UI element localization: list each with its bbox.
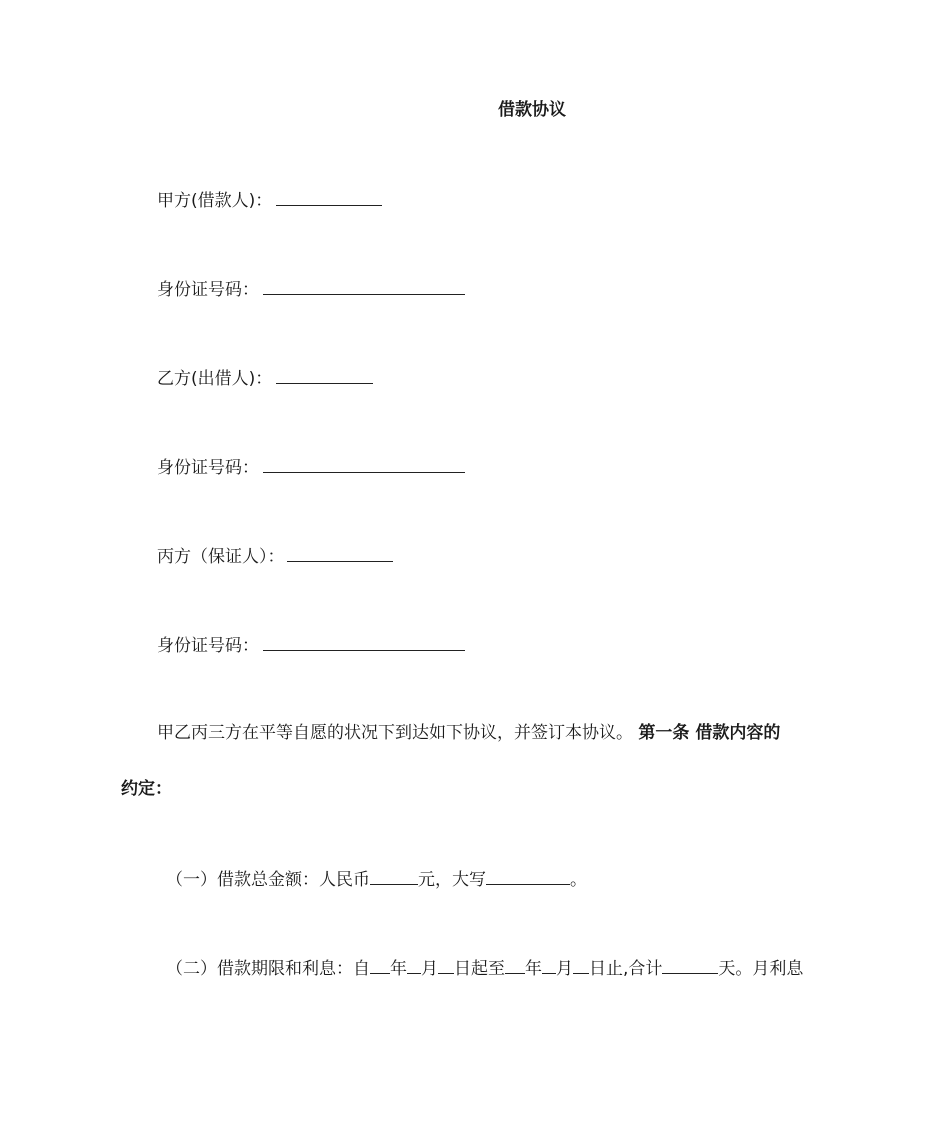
start-month-blank bbox=[407, 955, 421, 974]
year-label-1: 年 bbox=[390, 959, 407, 979]
document-title: 借款协议 bbox=[498, 100, 566, 120]
id-number-label-3: 身份证号码： bbox=[157, 636, 259, 656]
id-number-line-1 bbox=[157, 276, 465, 302]
year-label-2: 年 bbox=[525, 959, 542, 979]
start-year-blank bbox=[370, 955, 390, 974]
intro-text: 甲乙丙三方在平等自愿的状况下到达如下协议，并签订本协议。 bbox=[157, 723, 633, 743]
party-a-label: 甲方(借款人)： bbox=[157, 191, 273, 211]
end-year-blank bbox=[505, 955, 525, 974]
clause-1-unit: 元，大写 bbox=[418, 870, 486, 890]
day-label-1: 日起至 bbox=[454, 959, 505, 979]
party-b-blank bbox=[276, 365, 373, 384]
end-month-blank bbox=[542, 955, 556, 974]
intro-paragraph bbox=[157, 721, 780, 745]
id-number-label-2: 身份证号码： bbox=[157, 458, 259, 478]
month-label-2: 月 bbox=[556, 959, 573, 979]
amount-blank bbox=[370, 866, 418, 885]
start-day-blank bbox=[438, 955, 454, 974]
id-number-blank-1 bbox=[263, 276, 465, 295]
party-b-line bbox=[157, 365, 373, 391]
party-a-line bbox=[157, 187, 382, 213]
total-days-blank bbox=[662, 955, 718, 974]
clause-2-prefix: （二）借款期限和利息：自 bbox=[166, 959, 370, 979]
clause-1-prefix: （一）借款总金额：人民币 bbox=[166, 870, 370, 890]
party-c-blank bbox=[287, 543, 393, 562]
id-number-line-3 bbox=[157, 632, 465, 658]
month-label-1: 月 bbox=[421, 959, 438, 979]
article-one-heading: 第一条 借款内容的 bbox=[638, 723, 781, 743]
id-number-line-2 bbox=[157, 454, 465, 480]
clause-2-tail: 天。月利息 bbox=[718, 959, 804, 979]
id-number-label-1: 身份证号码： bbox=[157, 280, 259, 300]
party-a-blank bbox=[276, 187, 382, 206]
party-c-label: 丙方（保证人）： bbox=[157, 547, 285, 567]
id-number-blank-2 bbox=[263, 454, 465, 473]
end-day-blank bbox=[573, 955, 589, 974]
day-label-2: 日止,合计 bbox=[589, 959, 663, 979]
party-c-line bbox=[157, 543, 393, 569]
party-b-label: 乙方(出借人)： bbox=[157, 369, 273, 389]
clause-total-amount bbox=[166, 866, 587, 892]
clause-term-interest bbox=[166, 955, 803, 981]
id-number-blank-3 bbox=[263, 632, 465, 651]
article-one-heading-continued: 约定： bbox=[121, 779, 172, 799]
amount-uppercase-blank bbox=[486, 866, 570, 885]
clause-1-end: 。 bbox=[570, 870, 587, 890]
